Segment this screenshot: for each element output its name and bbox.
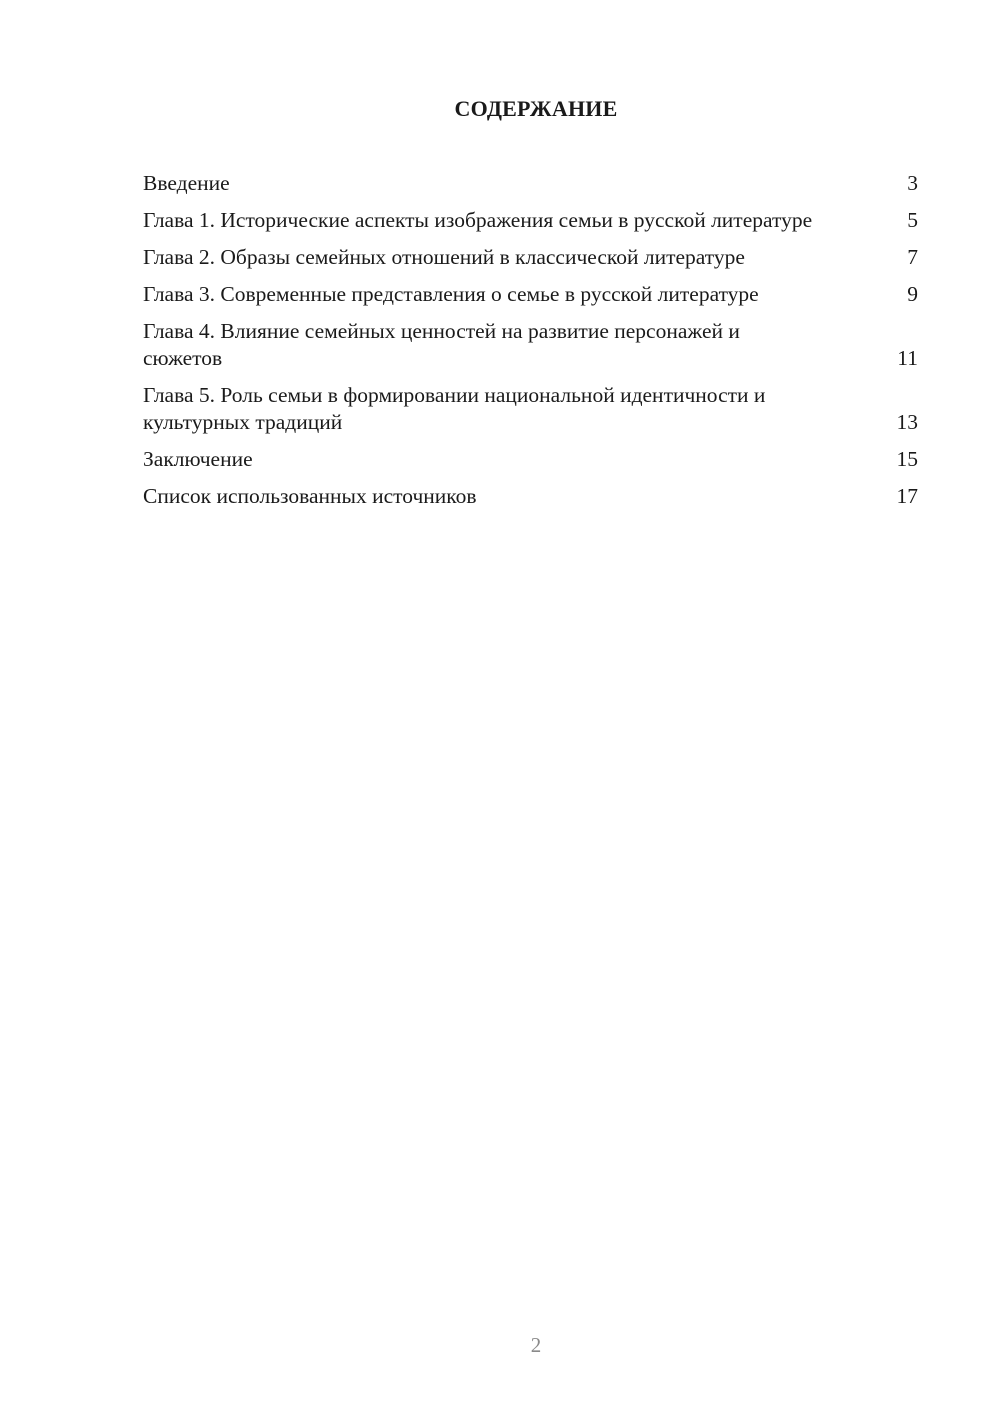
toc-entry-page: 3 bbox=[907, 171, 918, 195]
toc-entry-page: 15 bbox=[896, 447, 918, 471]
toc-entry-introduction bbox=[143, 170, 918, 197]
toc-entry-conclusion bbox=[143, 446, 918, 473]
toc-entry-label: Список использованных источников bbox=[143, 484, 477, 508]
toc-entry-label: Глава 2. Образы семейных отношений в классической литературе bbox=[143, 245, 745, 269]
toc-entry-chapter-3 bbox=[143, 281, 918, 308]
toc-entry-chapter-2 bbox=[143, 244, 918, 271]
toc-entry-label: Глава 4. Влияние семейных ценностей на развитие персонажей и сюжетов bbox=[143, 319, 740, 370]
page-title: СОДЕРЖАНИЕ bbox=[454, 96, 618, 121]
toc-entry-label: Глава 1. Исторические аспекты изображения семьи в русской литературе bbox=[143, 208, 813, 232]
toc-entry-page: 7 bbox=[907, 245, 918, 269]
toc-entry-page: 11 bbox=[897, 346, 918, 370]
toc-entry-chapter-5 bbox=[143, 382, 918, 436]
table-of-contents bbox=[143, 170, 918, 520]
toc-entry-label: Заключение bbox=[143, 447, 253, 471]
toc-entry-page: 13 bbox=[896, 410, 918, 434]
page-number: 2 bbox=[530, 1333, 542, 1357]
toc-entry-page: 5 bbox=[907, 208, 918, 232]
toc-entry-label: Введение bbox=[143, 171, 230, 195]
toc-entry-chapter-4 bbox=[143, 318, 918, 372]
toc-entry-label: Глава 3. Современные представления о семье в русской литературе bbox=[143, 282, 759, 306]
toc-entry-references bbox=[143, 483, 918, 510]
toc-entry-page: 9 bbox=[907, 282, 918, 306]
toc-entry-label: Глава 5. Роль семьи в формировании национальной идентичности и культурных традиций bbox=[143, 383, 766, 434]
toc-entry-chapter-1 bbox=[143, 207, 918, 234]
toc-entry-page: 17 bbox=[896, 484, 918, 508]
